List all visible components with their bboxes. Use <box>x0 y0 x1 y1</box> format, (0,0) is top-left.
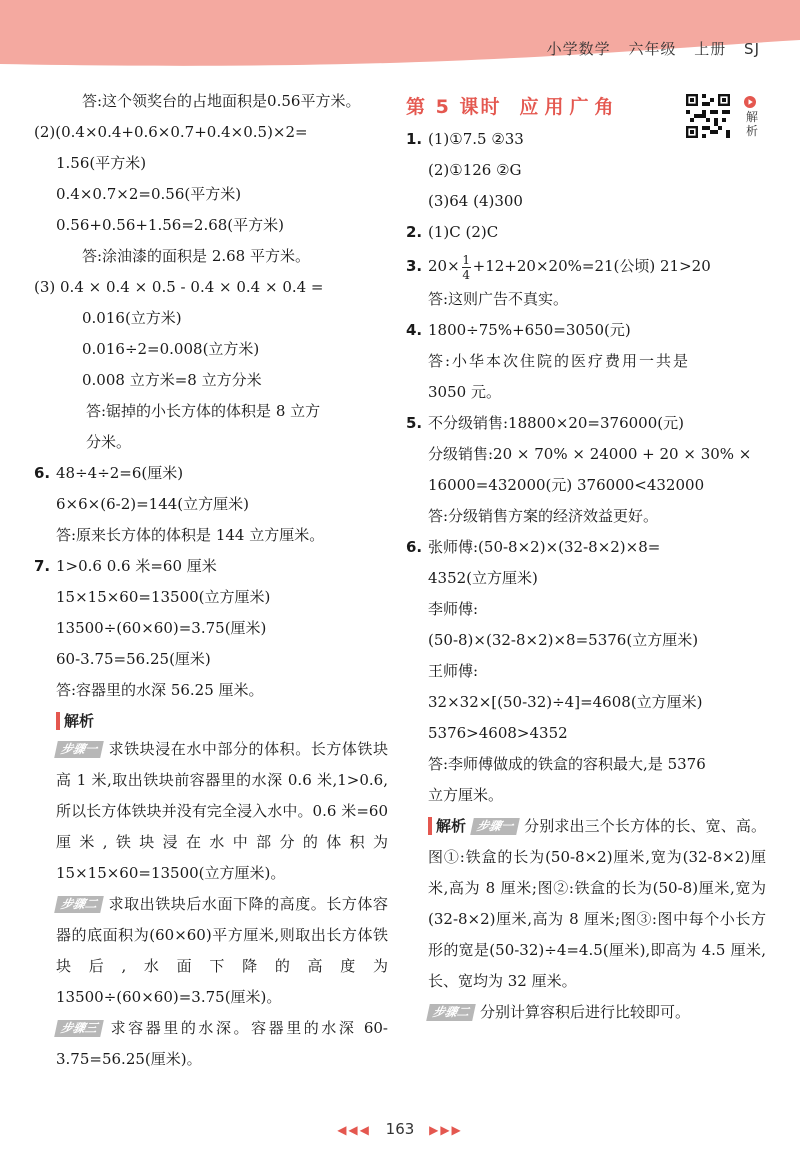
analysis-label: 解析 <box>56 712 94 730</box>
analysis-step: 步骤二 分别计算容积后进行比较即可。 <box>406 997 766 1028</box>
page-header <box>0 0 800 74</box>
play-icon[interactable] <box>744 96 756 108</box>
step-line: (3)64 (4)300 <box>428 192 523 210</box>
step-line: 6×6×(6-2)=144(立方厘米) <box>56 495 249 513</box>
answer-line: 答:容器里的水深 56.25 厘米。 <box>56 681 264 699</box>
step-line: 16000=432000(元) 376000<432000 <box>428 476 705 494</box>
header-band <box>0 0 800 74</box>
answer-line: 答:锯掉的小长方体的体积是 8 立方 <box>86 402 321 420</box>
page-footer <box>0 1120 800 1138</box>
fraction: $\frac{1}{4}$ <box>462 252 470 282</box>
answer-line: 答:这个领奖台的占地面积是0.56平方米。 <box>82 92 361 110</box>
header-subject: 小学数学 <box>546 40 611 58</box>
step-line: 分级销售:20 × 70% × 24000 + 20 × 30% × <box>428 445 752 463</box>
step-line: 李师傅: <box>428 600 479 618</box>
question-2: 2. (1)C (2)C <box>406 217 766 248</box>
step-line: 0.016÷2=0.008(立方米) <box>82 340 260 358</box>
step-line: 王师傅: <box>428 662 479 680</box>
lesson-subtitle: 应用广角 <box>519 95 620 118</box>
step-badge: 步骤二 <box>426 1004 476 1021</box>
step-line: 15×15×60=13500(立方厘米) <box>56 588 271 606</box>
question-4: 4. 1800÷75%+650=3050(元) <box>406 315 766 346</box>
step-line: 0.4×0.7×2=0.56(平方米) <box>56 185 242 203</box>
question-number: 6. <box>406 538 423 556</box>
answer-line: 立方厘米。 <box>428 786 504 804</box>
step-line: 5376>4608>4352 <box>428 724 568 742</box>
question-number: 4. <box>406 321 423 339</box>
question-6: 6. 张师傅:(50-8×2)×(32-8×2)×8= <box>406 532 766 563</box>
analysis-label: 解析 <box>428 817 466 835</box>
step-line: (2)(0.4×0.4+0.6×0.7+0.4×0.5)×2= <box>34 123 308 141</box>
step-badge: 步骤三 <box>54 1020 104 1037</box>
question-number: 1. <box>406 130 423 148</box>
answer-line: 答:分级销售方案的经济效益更好。 <box>428 507 659 525</box>
question-number: 6. <box>34 464 51 482</box>
step-line: 32×32×[(50-32)÷4]=4608(立方厘米) <box>428 693 703 711</box>
question-number: 2. <box>406 223 423 241</box>
analysis-step: 步骤三 求容器里的水深。容器里的水深 60-3.75=56.25(厘米)。 <box>56 1019 388 1068</box>
header-grade: 六年级 <box>628 40 677 58</box>
step-line: (50-8)×(32-8×2)×8=5376(立方厘米) <box>428 631 699 649</box>
answer-line: 3050 元。 <box>428 383 501 401</box>
step-line: 0.008 立方米=8 立方分米 <box>82 371 262 389</box>
question-6: 6. 48÷4÷2=6(厘米) <box>34 458 388 489</box>
question-7: 7. 1>0.6 0.6 米=60 厘米 <box>34 551 388 582</box>
question-number: 3. <box>406 257 423 275</box>
header-info <box>535 38 760 59</box>
answer-line: 答:涂油漆的面积是 2.68 平方米。 <box>82 247 310 265</box>
lesson-title: 第 5 课时 <box>406 95 502 118</box>
right-column <box>406 86 766 1028</box>
question-1: 1. (1)①7.5 ②33 <box>406 124 766 155</box>
header-volume: 上册 <box>694 40 727 58</box>
next-arrows-icon: ▶▶▶ <box>429 1123 463 1137</box>
step-line: 60-3.75=56.25(厘米) <box>56 650 211 668</box>
question-number: 5. <box>406 414 423 432</box>
answer-line: 答:这则广告不真实。 <box>428 290 569 308</box>
page-number: 163 <box>385 1120 415 1138</box>
step-line: (3) 0.4 × 0.4 × 0.5 - 0.4 × 0.4 × 0.4 = <box>34 278 324 296</box>
step-badge: 步骤一 <box>470 818 520 835</box>
qr-label: 解析 <box>746 110 759 138</box>
header-edition: SJ <box>744 40 760 58</box>
step-line: 1.56(平方米) <box>56 154 147 172</box>
question-number: 7. <box>34 557 51 575</box>
analysis-step: 解析 步骤一 分别求出三个长方体的长、宽、高。图①:铁盒的长为(50-8×2)厘米,宽为(32-8×2)厘米,高为 8 厘米;图②:铁盒的长为(50-8)厘米,宽为(32-8×2)厘米,高为 8 厘米;图③:图中每个小长方形的宽是(50-32)÷4=4.5(厘米),即高为 4.5 厘米,长、宽均为 32 厘米。 <box>428 817 766 990</box>
analysis-step: 步骤一 求铁块浸在水中部分的体积。长方体铁块高 1 米,取出铁块前容器里的水深 0.6 米,1>0.6,所以长方体铁块并没有完全浸入水中。0.6 米=60 厘米,铁块浸在水中部分的体积为 15×15×60=13500(立方厘米)。 <box>56 740 388 882</box>
step-badge: 步骤一 <box>54 741 104 758</box>
question-3: 3. 20× $\frac{1}{4}$ +12+20×20%=21(公顷) 21>20 <box>406 248 766 284</box>
prev-arrows-icon: ◀◀◀ <box>337 1123 371 1137</box>
answer-line: 答:原来长方体的体积是 144 立方厘米。 <box>56 526 325 544</box>
qr-code-icon[interactable] <box>686 94 730 138</box>
answer-line: 答:李师傅做成的铁盒的容积最大,是 5376 <box>428 755 706 773</box>
step-line: 4352(立方厘米) <box>428 569 538 587</box>
step-line: 0.56+0.56+1.56=2.68(平方米) <box>56 216 285 234</box>
analysis-step: 步骤二 求取出铁块后水面下降的高度。长方体容器的底面积为(60×60)平方厘米,则取出长方体铁块后,水面下降的高度为 13500÷(60×60)=3.75(厘米)。 <box>56 895 388 1006</box>
answer-line: 分米。 <box>86 433 132 451</box>
step-line: (2)①126 ②G <box>428 161 522 179</box>
step-line: 13500÷(60×60)=3.75(厘米) <box>56 619 267 637</box>
answer-line: 答:小华本次住院的医疗费用一共是 <box>428 352 691 370</box>
step-badge: 步骤二 <box>54 896 104 913</box>
left-column <box>34 86 388 1075</box>
question-5: 5. 不分级销售:18800×20=376000(元) <box>406 408 766 439</box>
step-line: 0.016(立方米) <box>82 309 182 327</box>
